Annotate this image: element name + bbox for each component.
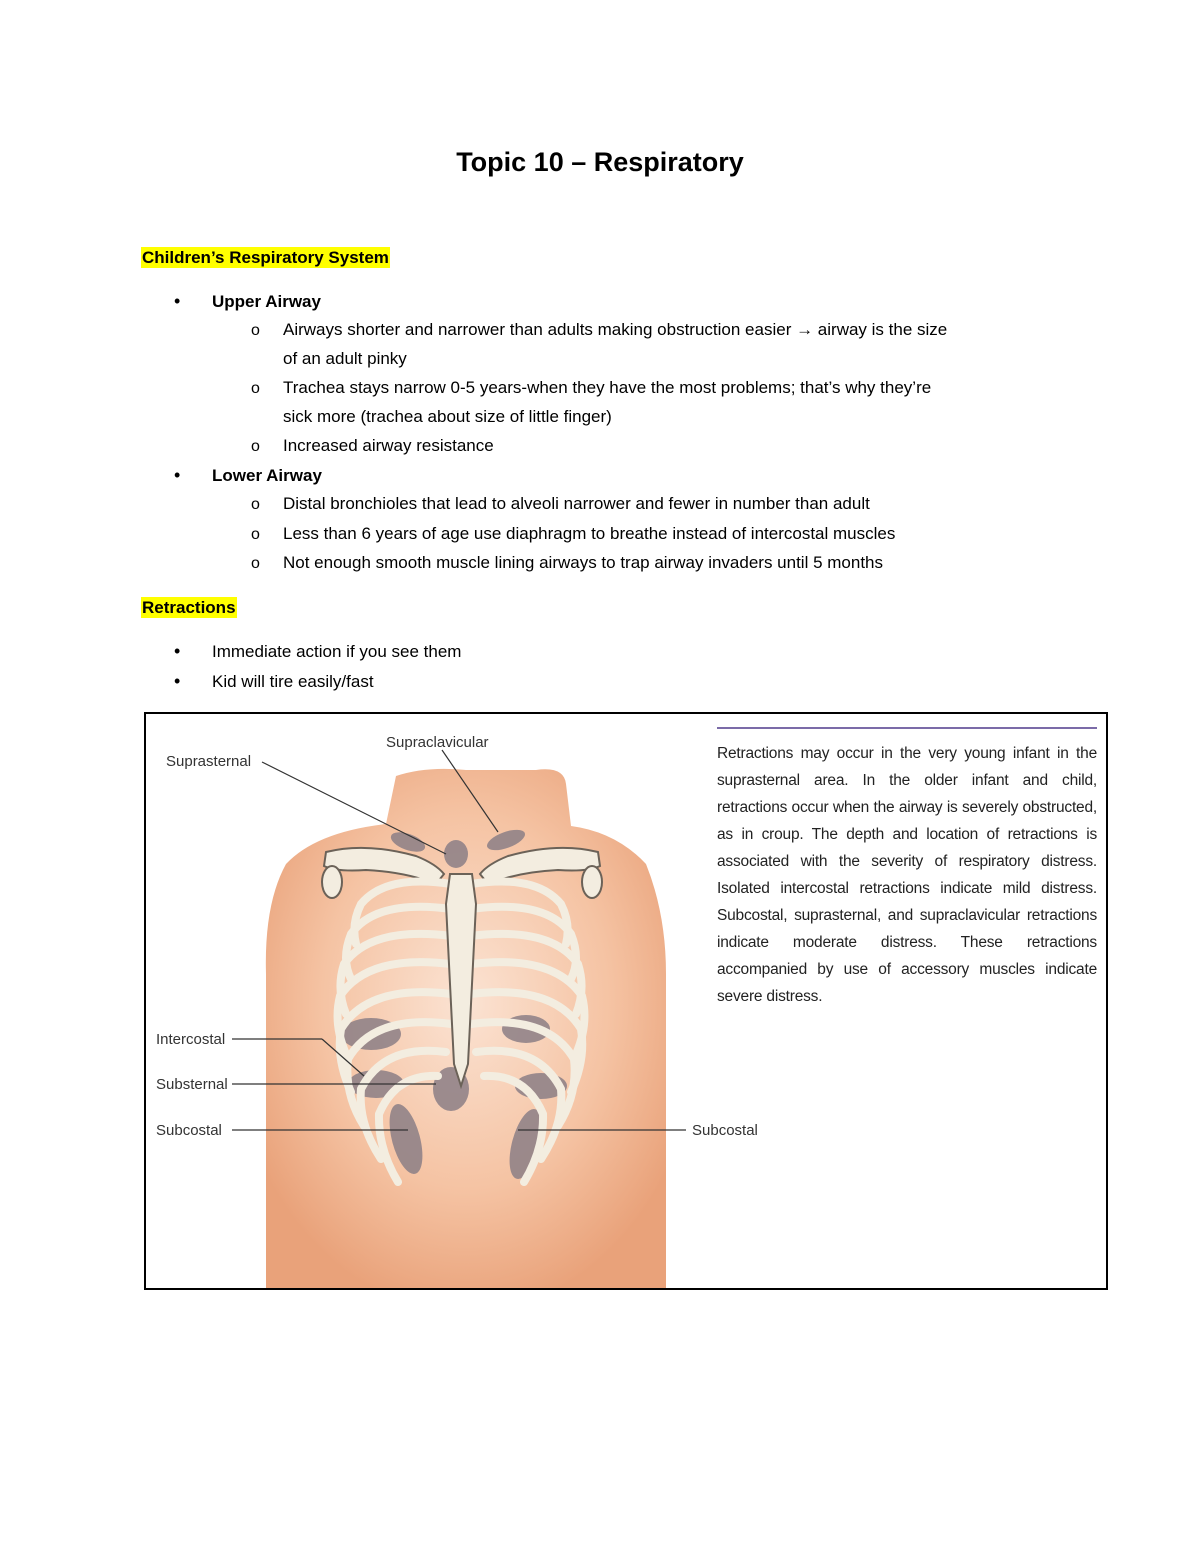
retractions-figure [144,712,1108,1290]
list-item-text: Trachea stays narrow 0-5 years-when they have the most problems; that’s why they’re [283,378,932,397]
right-shoulder-bone [582,866,602,898]
left-shoulder-bone [322,866,342,898]
page-title: Topic 10 – Respiratory [456,147,744,177]
bullet-icon: • [174,641,181,661]
bullet-icon: • [174,671,181,691]
list-item-text: Increased airway resistance [283,436,494,455]
label-intercostal: Intercostal [156,1031,226,1048]
list-item-text: Immediate action if you see them [212,642,462,661]
label-substernal: Substernal [156,1076,228,1093]
label-subcostal-right: Subcostal [692,1122,758,1139]
circle-bullet-icon: o [251,496,260,513]
circle-bullet-icon: o [251,526,260,543]
bullet-icon: • [174,465,181,485]
list-item-text: of an adult pinky [283,349,407,368]
section-heading-retractions: Retractions [142,598,236,617]
list-item-text: Not enough smooth muscle lining airways to trap airway invaders until 5 months [283,553,884,572]
circle-bullet-icon: o [251,555,260,572]
list-item-lower-airway: Lower Airway [212,466,322,485]
circle-bullet-icon: o [251,380,260,397]
label-suprasternal: Suprasternal [166,753,252,770]
circle-bullet-icon: o [251,322,260,339]
list-item-text: Kid will tire easily/fast [212,672,374,691]
section-heading-respiratory-system: Children’s Respiratory System [142,248,389,267]
label-supraclavicular: Supraclavicular [386,734,489,751]
list-item-text: Distal bronchioles that lead to alveoli narrower and fewer in number than adult [283,494,870,513]
figure-caption: Retractions may occur in the very young infant in the suprasternal area. In the older infant and child, retractions occur when the airway is severely obstructed, as in croup. The depth and location of retractions is associated with the severity of respiratory distress. Isolated intercostal retractions indicate mild distress. Subcostal, suprasternal, and supraclavicular retractions indicate moderate distress. These retractions accompanied by use of accessory muscles indicate severe distress. [717,745,1097,1005]
list-item-upper-airway: Upper Airway [212,292,321,311]
circle-bullet-icon: o [251,438,260,455]
list-item-text: Less than 6 years of age use diaphragm to breathe instead of intercostal muscles [283,524,896,543]
list-item-text: sick more (trachea about size of little finger) [283,407,612,426]
label-subcostal-left: Subcostal [156,1122,222,1139]
list-item-text: Airways shorter and narrower than adults making obstruction easier → airway is the size [283,320,948,339]
caption-rule [717,727,1097,729]
bullet-icon: • [174,291,181,311]
